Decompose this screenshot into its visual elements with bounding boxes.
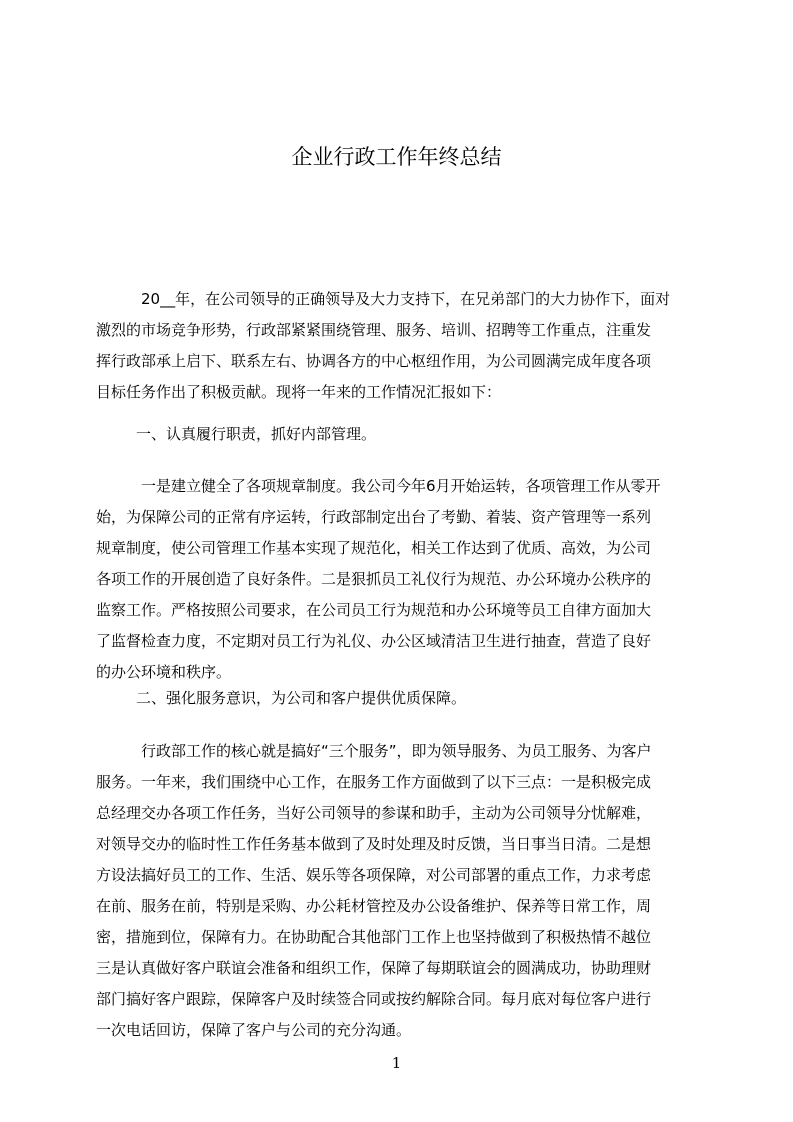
- page-number: 1: [391, 1054, 402, 1072]
- paragraph-line: 监察工作。严格按照公司要求，在公司员工行为规范和办公环境等员工自律方面加大: [96, 601, 652, 619]
- paragraph-line: 一次电话回访，保障了客户与公司的充分沟通。: [96, 1021, 412, 1039]
- paragraph-line: 规章制度，使公司管理工作基本实现了规范化，相关工作达到了优质、高效，为公司: [96, 539, 652, 557]
- paragraph-line: 20__年，在公司领导的正确领导及大力支持下，在兄弟部门的大力协作下，面对: [141, 290, 671, 308]
- paragraph-line: 了监督检查力度，不定期对员工行为礼仪、办公区域清洁卫生进行抽查，营造了良好: [96, 632, 652, 650]
- paragraph-line: 三是认真做好客户联谊会准备和组织工作，保障了每期联谊会的圆满成功，协助理财: [96, 959, 652, 977]
- paragraph-line: 始，为保障公司的正常有序运转，行政部制定出台了考勤、着装、资产管理等一系列: [96, 508, 652, 526]
- paragraph-line: 一是建立健全了各项规章制度。我公司今年6月开始运转，各项管理工作从零开: [141, 477, 661, 495]
- page-title: 企业行政工作年终总结: [291, 145, 502, 169]
- section2-paragraph: [96, 736, 702, 1046]
- paragraph-line: 各项工作的开展创造了良好条件。二是狠抓员工礼仪行为规范、办公环境办公秩序的: [96, 570, 652, 588]
- paragraph-line: 行政部工作的核心就是搞好“三个服务”，即为领导服务、为员工服务、为客户: [141, 742, 652, 760]
- section1-paragraph: [96, 471, 702, 688]
- paragraph-line: 在前、服务在前，特别是采购、办公耗材管控及办公设备维护、保养等日常工作，周: [96, 897, 652, 915]
- section-heading-1: 一、认真履行职责，抓好内部管理。: [136, 425, 377, 443]
- paragraph-line: 的办公环境和秩序。: [96, 663, 232, 681]
- paragraph-line: 服务。一年来，我们围绕中心工作，在服务工作方面做到了以下三点：一是积极完成: [96, 773, 652, 791]
- paragraph-line: 方设法搞好员工的工作、生活、娱乐等各项保障，对公司部署的重点工作，力求考虑: [96, 866, 652, 884]
- paragraph-line: 目标任务作出了积极贡献。现将一年来的工作情况汇报如下：: [96, 383, 502, 401]
- section-heading-2: 二、强化服务意识，为公司和客户提供优质保障。: [136, 689, 467, 707]
- paragraph-line: 挥行政部承上启下、联系左右、协调各方的中心枢纽作用，为公司圆满完成年度各项: [96, 352, 652, 370]
- paragraph-line: 对领导交办的临时性工作任务基本做到了及时处理及时反馈，当日事当日清。二是想: [96, 835, 652, 853]
- paragraph-line: 总经理交办各项工作任务，当好公司领导的参谋和助手，主动为公司领导分忧解难，: [96, 804, 652, 822]
- paragraph-line: 激烈的市场竞争形势，行政部紧紧围绕管理、服务、培训、招聘等工作重点，注重发: [96, 321, 652, 339]
- paragraph-line: 部门搞好客户跟踪，保障客户及时续签合同或按约解除合同。每月底对每位客户进行: [96, 990, 652, 1008]
- intro-paragraph: [96, 284, 702, 408]
- paragraph-line: 密，措施到位，保障有力。在协助配合其他部门工作上也坚持做到了积极热情不越位: [96, 928, 652, 946]
